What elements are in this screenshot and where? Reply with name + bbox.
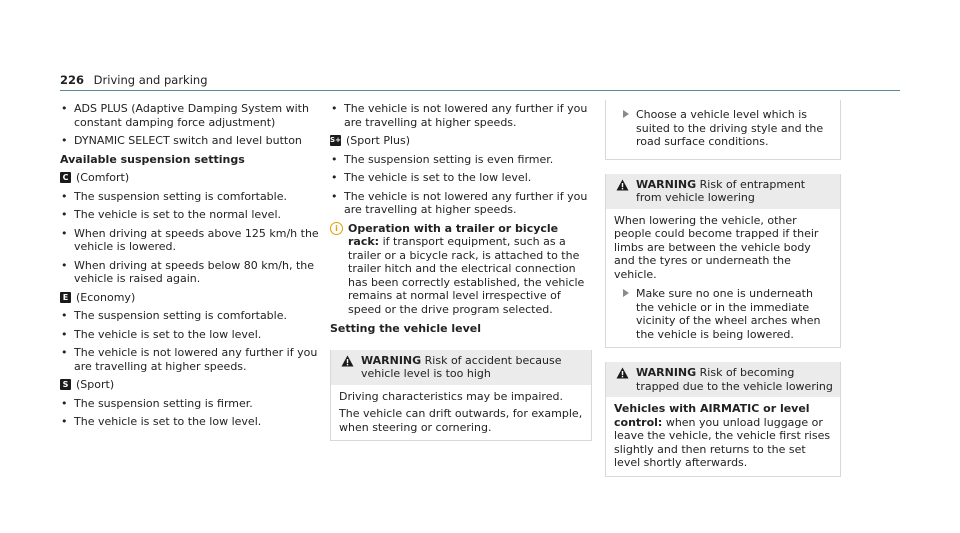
mode-sport-plus: S+ (Sport Plus) (330, 134, 411, 147)
economy-mode-icon: E (60, 292, 71, 303)
warning-box: WARNING Risk of becoming trapped due to the vehicle lowering Vehicles with AIRMATIC or level control: when you unload luggage or leave the vehicle, the vehicle first rises slightly and then returns to the set level shortly afterwards. (605, 362, 841, 477)
action-step: Make sure no one is underneath the vehicle or in the immediate vicinity of the wheel arches when the vehicle is being lowered. (614, 287, 832, 341)
info-note: i Operation with a trailer or bicycle rack: if transport equipment, such as a trailer or a bicycle rack, is attached to the trailer hitch and the electrical connection has been correctly established, the vehicle remains at normal level irrespective of speed or the drive program selected. (330, 222, 592, 317)
arrow-icon (623, 110, 629, 118)
sport-plus-mode-icon: S+ (330, 136, 341, 145)
list-item: • When driving at speeds below 80 km/h, the vehicle is raised again. (61, 258, 315, 285)
list-item: • The suspension setting is comfortable. (61, 309, 287, 322)
list-item: • The suspension setting is firmer. (61, 396, 253, 410)
warning-icon (616, 367, 629, 379)
section-heading: Setting the vehicle level (330, 322, 482, 335)
list-item: • The suspension setting is even firmer. (331, 152, 554, 166)
mode-comfort: C (Comfort) (60, 171, 322, 185)
comfort-mode-icon: C (60, 172, 71, 183)
header-rule (60, 90, 900, 91)
warning-icon (341, 355, 354, 367)
list-item: • The vehicle is set to the low level. (331, 171, 532, 184)
section-heading: Available suspension settings (60, 152, 245, 166)
list-item: • The vehicle is not lowered any further if you are travelling at higher speeds. (61, 346, 318, 373)
list-item: • The vehicle is set to the low level. (61, 327, 262, 341)
info-icon: i (330, 222, 343, 235)
column-3 (605, 100, 841, 477)
action-box (605, 100, 841, 160)
action-step: Choose a vehicle level which is suited to the driving style and the road surface conditions. (614, 108, 832, 149)
list-item: • The suspension setting is comfortable. (61, 189, 287, 203)
column-2 (330, 102, 592, 441)
sport-mode-icon: S (60, 379, 71, 390)
list-item: • The vehicle is not lowered any further if you are travelling at higher speeds. (331, 189, 588, 216)
warning-box: WARNING Risk of accident because vehicle level is too high Driving characteristics may be impaired. The vehicle can drift outwards, for example, when steering or cornering. (330, 350, 592, 442)
list-item: • When driving at speeds above 125 km/h the vehicle is lowered. (61, 226, 319, 253)
column-1 (60, 102, 322, 434)
list-item: • The vehicle is set to the low level. (61, 415, 262, 428)
warning-box: WARNING Risk of entrapment from vehicle lowering When lowering the vehicle, other people could become trapped if their limbs are between the vehicle body and the tyres or underneath the vehicle. Make sure no one is underneath the vehicle or in the immediate vicinity of the wheel arches when the vehicle is being lowered. (605, 174, 841, 349)
arrow-icon (623, 289, 629, 297)
warning-icon (616, 179, 629, 191)
list-item: • The vehicle is not lowered any further if you are travelling at higher speeds. (331, 102, 588, 129)
list-item: • The vehicle is set to the normal level. (61, 208, 282, 221)
mode-sport: S (Sport) (60, 378, 322, 392)
list-item: • ADS PLUS (Adaptive Damping System with constant damping force adjustment) (61, 102, 309, 129)
page-header (60, 73, 208, 87)
list-item: • DYNAMIC SELECT switch and level button (61, 134, 302, 147)
section-title: Driving and parking (93, 73, 208, 87)
mode-economy: E (Economy) (60, 291, 322, 305)
page-number: 226 (60, 73, 85, 87)
